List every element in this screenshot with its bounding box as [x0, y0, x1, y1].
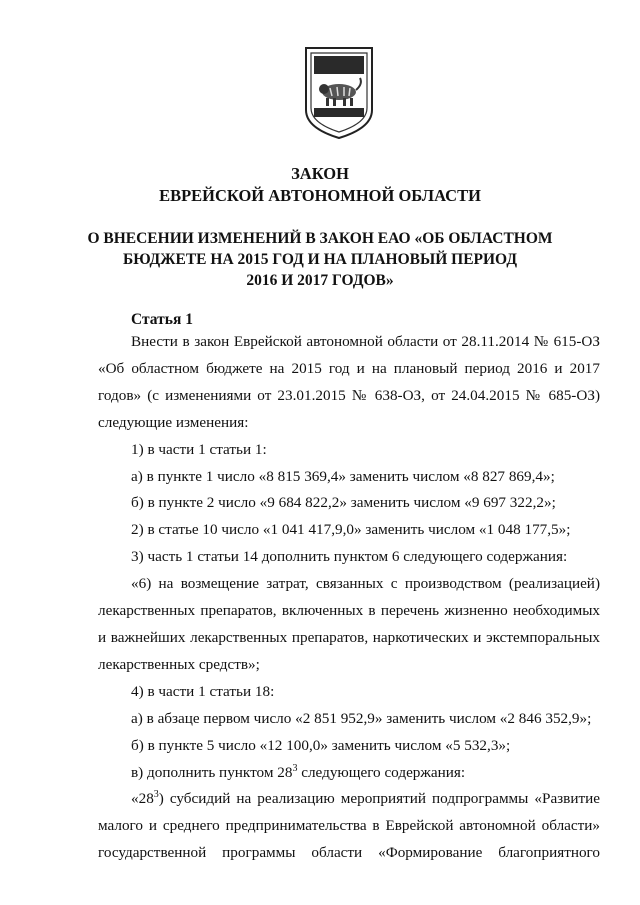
item-3-text: «6) на возмещение затрат, связанных с производством (реализацией) лекарственных препаратов, включенных в перечень жизненно необходимых и важнейших лекарственных препаратов, наркотических и экстемпоральных лекарственных средств»; — [98, 575, 600, 673]
item-4c-text-open: «28 — [131, 790, 154, 808]
article-heading: Статья 1 — [131, 311, 193, 328]
item-4a: а) в абзаце первом число «2 851 952,9» заменить числом «2 846 352,9»; — [131, 709, 592, 727]
item-2: 2) в статье 10 число «1 041 417,9,0» заменить числом «1 048 177,5»; — [131, 521, 571, 539]
item-1a: а) в пункте 1 число «8 815 369,4» заменить числом «8 827 869,4»; — [131, 467, 555, 485]
item-4c-sup: 3 — [292, 762, 298, 774]
law-subtitle-line3: 2016 И 2017 ГОДОВ» — [246, 272, 394, 289]
item-4c-prefix: в) дополнить пунктом 28 — [131, 763, 293, 781]
item-4c — [98, 760, 600, 787]
intro-paragraph: Внести в закон Еврейской автономной области от 28.11.2014 № 615-ОЗ «Об областном бюджете на 2015 год и на плановый период 2016 и 2017 годов» (с изменениями от 23.01.2015 № 638-ОЗ, от 24.04.2015 № 685-ОЗ) следующие изменения: — [98, 333, 600, 431]
item-4c-text-rest: ) субсидий на реализацию мероприятий подпрограммы «Развитие малого и среднего предпринимательства в Еврейской автономной области» государственной программы области «Формирование благоприятного — [98, 790, 600, 862]
emblem-icon — [300, 44, 378, 142]
law-subtitle-line1: О ВНЕСЕНИИ ИЗМЕНЕНИЙ В ЗАКОН ЕАО «ОБ ОБЛАСТНОМ — [87, 230, 553, 247]
item-1: 1) в части 1 статьи 1: — [131, 440, 267, 458]
item-3: 3) часть 1 статьи 14 дополнить пунктом 6 следующего содержания: — [131, 548, 568, 566]
law-title-line2: ЕВРЕЙСКОЙ АВТОНОМНОЙ ОБЛАСТИ — [159, 186, 481, 205]
item-4c-text-sup: 3 — [153, 789, 159, 801]
item-4b: б) в пункте 5 число «12 100,0» заменить числом «5 532,3»; — [131, 736, 511, 754]
law-title — [0, 163, 640, 207]
item-1b: б) в пункте 2 число «9 684 822,2» заменить числом «9 697 322,2»; — [131, 494, 556, 512]
item-4c-text — [98, 786, 600, 867]
law-subtitle-line2: БЮДЖЕТЕ НА 2015 ГОД И НА ПЛАНОВЫЙ ПЕРИОД — [122, 251, 518, 268]
item-4: 4) в части 1 статьи 18: — [131, 682, 275, 700]
law-title-line1: ЗАКОН — [291, 164, 349, 183]
law-subtitle — [0, 228, 640, 291]
article-body — [98, 329, 600, 867]
item-4c-suffix: следующего содержания: — [297, 763, 466, 781]
